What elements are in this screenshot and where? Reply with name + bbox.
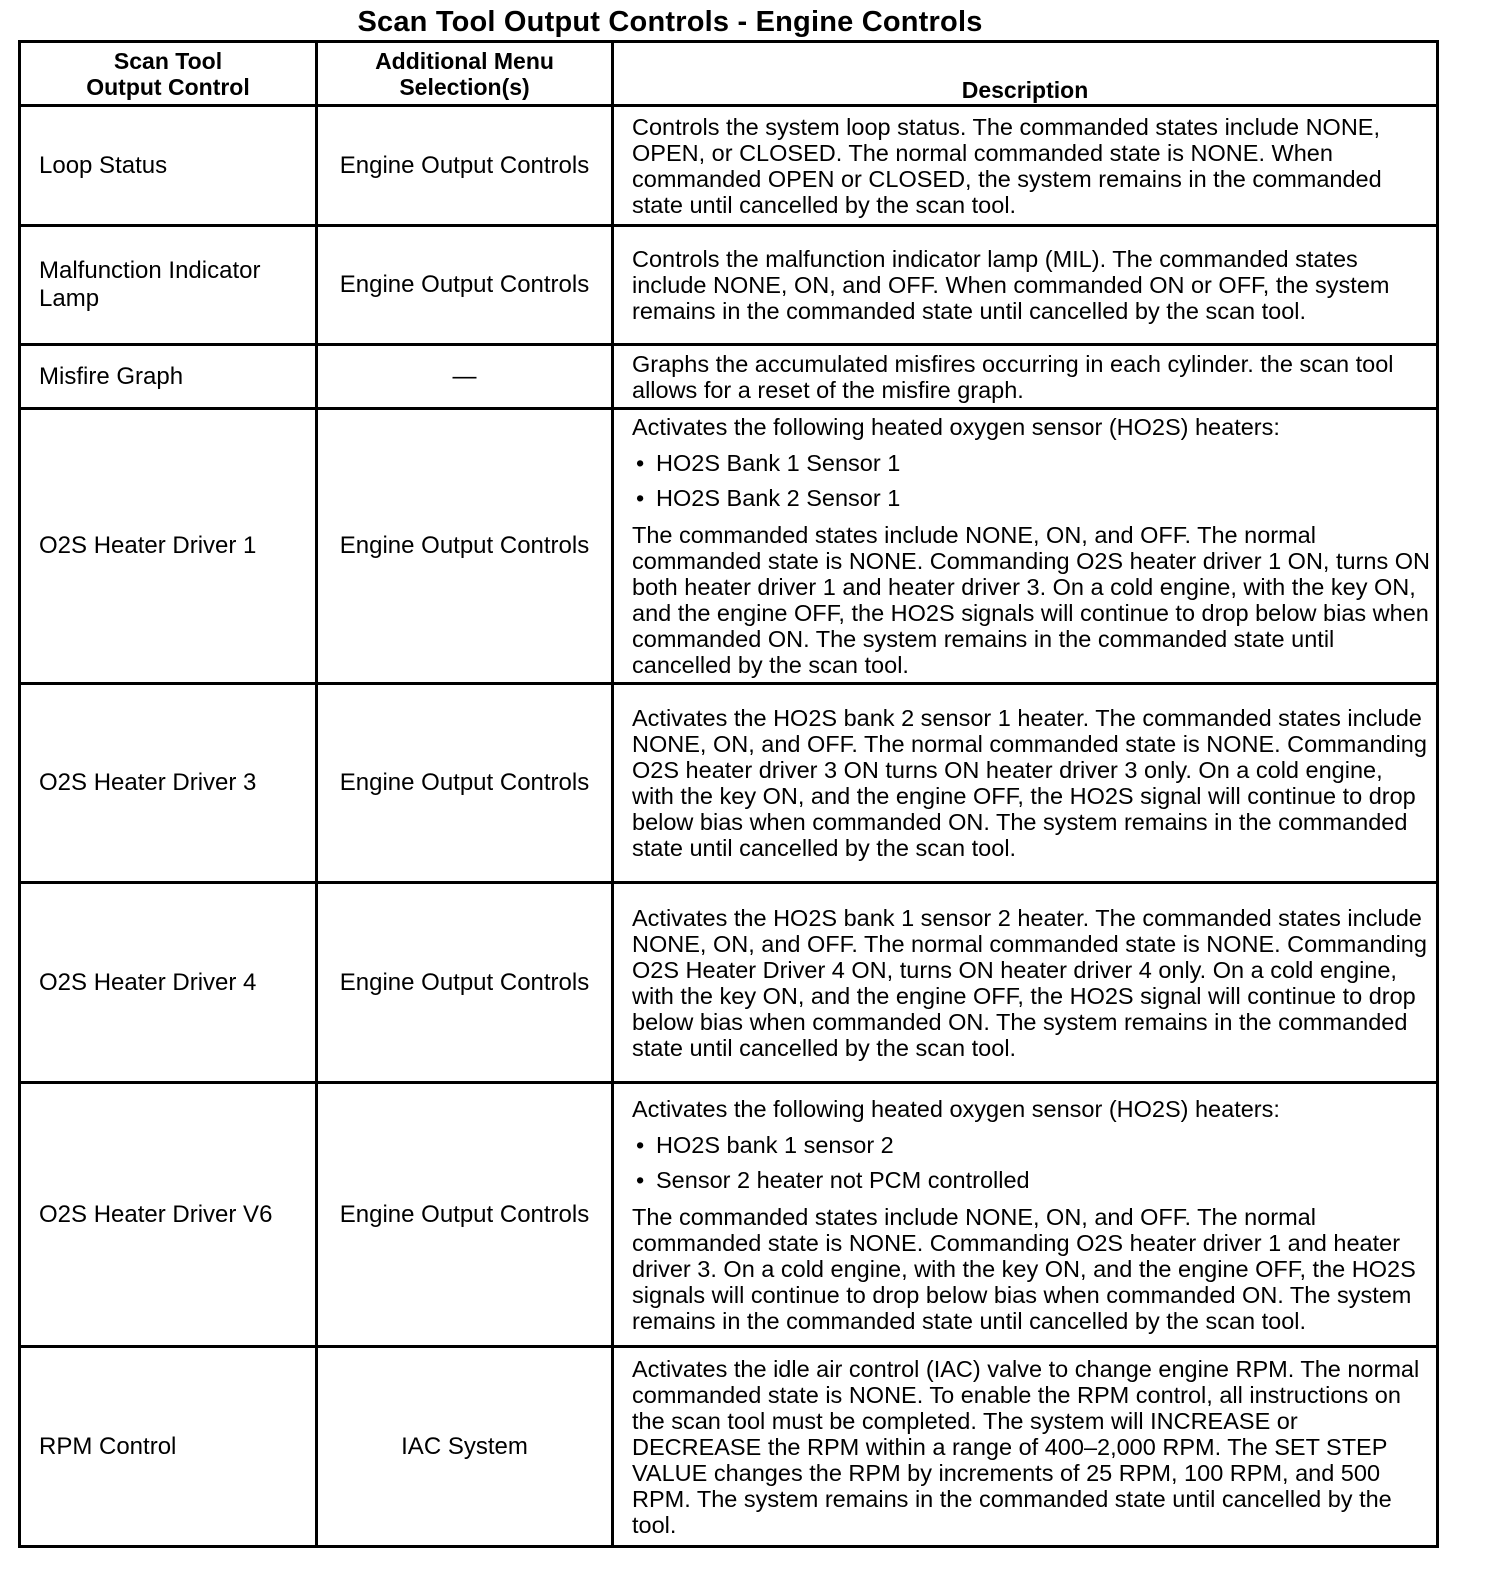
table-row xyxy=(20,684,1438,883)
control-name: O2S Heater Driver V6 xyxy=(20,1083,317,1347)
menu-selection: Engine Output Controls xyxy=(317,883,613,1083)
table-row xyxy=(20,883,1438,1083)
list-item: • HO2S bank 1 sensor 2 xyxy=(632,1128,1430,1163)
description: Activates the idle air control (IAC) valve to change engine RPM. The normal commanded state is NONE. To enable the RPM control, all instructions on the scan tool must be completed. The system will INCREASE or DECREASE the RPM within a range of 400–2,000 RPM. The SET STEP VALUE changes the RPM by increments of 25 RPM, 100 RPM, and 500 RPM. The system remains in the commanded state until cancelled by the tool. xyxy=(613,1347,1438,1547)
output-controls-table xyxy=(18,40,1439,1548)
control-name: Loop Status xyxy=(20,106,317,226)
list-item: • HO2S Bank 2 Sensor 1 xyxy=(632,481,1430,516)
menu-selection: Engine Output Controls xyxy=(317,409,613,684)
list-item: • Sensor 2 heater not PCM controlled xyxy=(632,1163,1430,1198)
control-name: O2S Heater Driver 1 xyxy=(20,409,317,684)
table-row xyxy=(20,345,1438,409)
table-row xyxy=(20,409,1438,684)
control-name: Malfunction Indicator Lamp xyxy=(20,226,317,345)
description: Activates the following heated oxygen sensor (HO2S) heaters: • HO2S Bank 1 Sensor 1 • HO2S Bank 2 Sensor 1 The commanded states include NONE, ON, and OFF. The normal commanded state is NONE. Commanding O2S heater driver 1 ON, turns ON both heater driver 1 and heater driver 3. On a cold engine, with the key ON, and the engine OFF, the HO2S signals will continue to drop below bias when commanded ON. The system remains in the commanded state until cancelled by the scan tool. xyxy=(613,409,1438,684)
description: Activates the following heated oxygen sensor (HO2S) heaters: • HO2S bank 1 sensor 2 • Sensor 2 heater not PCM controlled The commanded states include NONE, ON, and OFF. The normal commanded state is NONE. Commanding O2S heater driver 1 and heater driver 3. On a cold engine, with the key ON, and the engine OFF, the HO2S signals will continue to drop below bias when commanded ON. The system remains in the commanded state until cancelled by the scan tool. xyxy=(613,1083,1438,1347)
bullet-list xyxy=(632,1128,1430,1198)
bullet-list xyxy=(632,446,1430,516)
menu-selection: — xyxy=(317,345,613,409)
description: Controls the system loop status. The commanded states include NONE, OPEN, or CLOSED. The normal commanded state is NONE. When commanded OPEN or CLOSED, the system remains in the commanded state until cancelled by the scan tool. xyxy=(613,106,1438,226)
header-scan-tool-output-control: Scan Tool Output Control xyxy=(20,42,317,106)
table-row xyxy=(20,1083,1438,1347)
description: Activates the HO2S bank 2 sensor 1 heater. The commanded states include NONE, ON, and OFF. The normal commanded state is NONE. Commanding O2S heater driver 3 ON turns ON heater driver 3 only. On a cold engine, with the key ON, and the engine OFF, the HO2S signal will continue to drop below bias when commanded ON. The system remains in the commanded state until cancelled by the scan tool. xyxy=(613,684,1438,883)
menu-selection: Engine Output Controls xyxy=(317,106,613,226)
description: Activates the HO2S bank 1 sensor 2 heater. The commanded states include NONE, ON, and OFF. The normal commanded state is NONE. Commanding O2S Heater Driver 4 ON, turns ON heater driver 4 only. On a cold engine, with the key ON, and the engine OFF, the HO2S signal will continue to drop below bias when commanded ON. The system remains in the commanded state until cancelled by the scan tool. xyxy=(613,883,1438,1083)
list-item: • HO2S Bank 1 Sensor 1 xyxy=(632,446,1430,481)
menu-selection: Engine Output Controls xyxy=(317,226,613,345)
description: Controls the malfunction indicator lamp (MIL). The commanded states include NONE, ON, and OFF. When commanded ON or OFF, the system remains in the commanded state until cancelled by the scan tool. xyxy=(613,226,1438,345)
header-description: Description xyxy=(613,42,1438,106)
table-row xyxy=(20,226,1438,345)
menu-selection: Engine Output Controls xyxy=(317,1083,613,1347)
table-row xyxy=(20,1347,1438,1547)
menu-selection: Engine Output Controls xyxy=(317,684,613,883)
table-row xyxy=(20,106,1438,226)
menu-selection: IAC System xyxy=(317,1347,613,1547)
control-name: Misfire Graph xyxy=(20,345,317,409)
control-name: O2S Heater Driver 4 xyxy=(20,883,317,1083)
control-name: RPM Control xyxy=(20,1347,317,1547)
page-title: Scan Tool Output Controls - Engine Controls xyxy=(357,6,983,38)
table-header-row xyxy=(20,42,1438,106)
header-additional-menu-selections: Additional Menu Selection(s) xyxy=(317,42,613,106)
control-name: O2S Heater Driver 3 xyxy=(20,684,317,883)
description: Graphs the accumulated misfires occurring in each cylinder. the scan tool allows for a reset of the misfire graph. xyxy=(613,345,1438,409)
